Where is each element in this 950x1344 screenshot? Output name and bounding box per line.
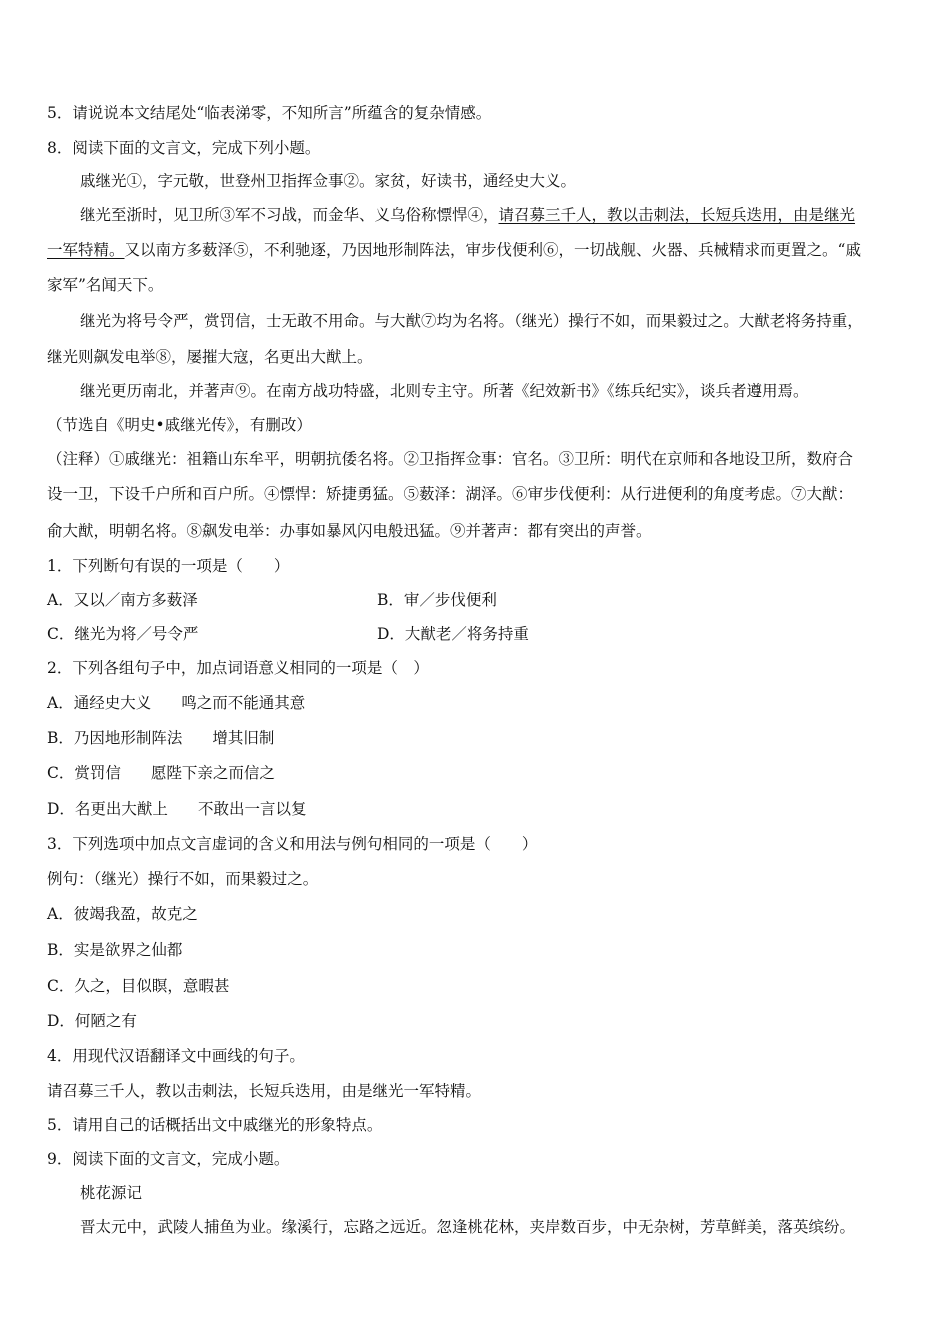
option-a: A．又以／南方多薮泽 [47,591,198,609]
notes-line: （注释）①戚继光：祖籍山东牟平，明朝抗倭名将。②卫指挥佥事：官名。③卫所：明代在京师和各地设卫所，数府合 [47,450,854,468]
option-a [47,691,305,713]
option-c: C．久之，目似瞑，意暇甚 [47,977,230,995]
option-d: D．大猷老／将务持重 [377,625,529,643]
notes-line: 俞大猷，明朝名将。⑧飙发电举：办事如暴风闪电般迅猛。⑨并著声：都有突出的声誉。 [47,522,652,540]
passage-paragraph: 晋太元中，武陵人捕鱼为业。缘溪行，忘路之远近。忽逢桃花林，夹岸数百步，中无杂树，芳草鲜美，落英缤纷。 [80,1218,856,1236]
option-b: B．实是欲界之仙都 [47,941,183,959]
option-text: A．通经史大义 [47,694,152,712]
passage-source: （节选自《明史•戚继光传》，有删改） [47,416,312,434]
underlined-sentence: 一军特精。 [47,241,125,259]
option-compare: 鸣之而不能通其意 [181,694,306,712]
passage-title: 桃花源记 [80,1184,143,1202]
notes-line: 设一卫，下设千户所和百户所。④慓悍：矫捷勇猛。⑤薮泽：湖泽。⑥审步伐便利：从行进便利的角度考虑。⑦大猷： [47,485,854,503]
passage-line [47,238,861,260]
passage-line: 继光则飙发电举⑧，屡摧大寇，名更出大猷上。 [47,348,373,366]
passage-paragraph: 继光更历南北，并著声⑨。在南方战功特盛，北则专主守。所著《纪效新书》《练兵纪实》，谈兵者遵用焉。 [80,382,809,400]
sub-question-4: 4．用现代汉语翻译文中画线的句子。 [47,1047,305,1065]
option-c [47,761,275,783]
passage-paragraph: 戚继光①，字元敬，世登州卫指挥佥事②。家贫，好读书，通经史大义。 [80,172,577,190]
option-a: A．彼竭我盈，故克之 [47,905,198,923]
option-d: D．何陋之有 [47,1012,137,1030]
passage-paragraph [80,203,855,225]
option-b [47,726,274,748]
sub-question-5: 5．请用自己的话概括出文中戚继光的形象特点。 [47,1116,383,1134]
passage-paragraph: 继光为将号令严，赏罚信，士无敢不用命。与大猷⑦均为名将。（继光）操行不如，而果毅过之。大猷老将务持重， [80,312,863,330]
option-compare: 增其旧制 [212,729,275,747]
question-5-previous: 5．请说说本文结尾处“临表涕零，不知所言”所蕴含的复杂情感。 [47,104,492,122]
question-9-heading: 9．阅读下面的文言文，完成小题。 [47,1150,290,1168]
text: 继光至浙时，见卫所③军不习战，而金华、义乌俗称慓悍④， [80,206,499,224]
translation-sentence: 请召募三千人，教以击刺法，长短兵迭用，由是继光一军特精。 [47,1082,482,1100]
option-compare: 不敢出一言以复 [197,800,307,818]
sub-question-2: 2．下列各组句子中，加点词语意义相同的一项是（ ） [47,659,429,677]
passage-line: 家军”名闻天下。 [47,276,164,294]
option-c: C．继光为将／号令严 [47,625,199,643]
sub-question-1: 1．下列断句有误的一项是（ ） [47,557,290,575]
option-compare: 愿陛下亲之而信之 [150,764,275,782]
option-text: D．名更出大猷上 [47,800,168,818]
question-8-heading: 8．阅读下面的文言文，完成下列小题。 [47,139,321,157]
text: 又以南方多薮泽⑤，不利驰逐，乃因地形制阵法，审步伐便利⑥，一切战舰、火器、兵械精求而更置之。“戚 [124,241,861,259]
option-text: B．乃因地形制阵法 [47,729,183,747]
option-d [47,797,306,819]
option-text: C．赏罚信 [47,764,121,782]
option-b: B．审／步伐便利 [377,591,497,609]
sub-question-3: 3．下列选项中加点文言虚词的含义和用法与例句相同的一项是（ ） [47,835,538,853]
example-sentence: 例句：（继光）操行不如，而果毅过之。 [47,870,319,888]
underlined-sentence: 请召募三千人，教以击刺法，长短兵迭用，由是继光 [498,206,856,224]
